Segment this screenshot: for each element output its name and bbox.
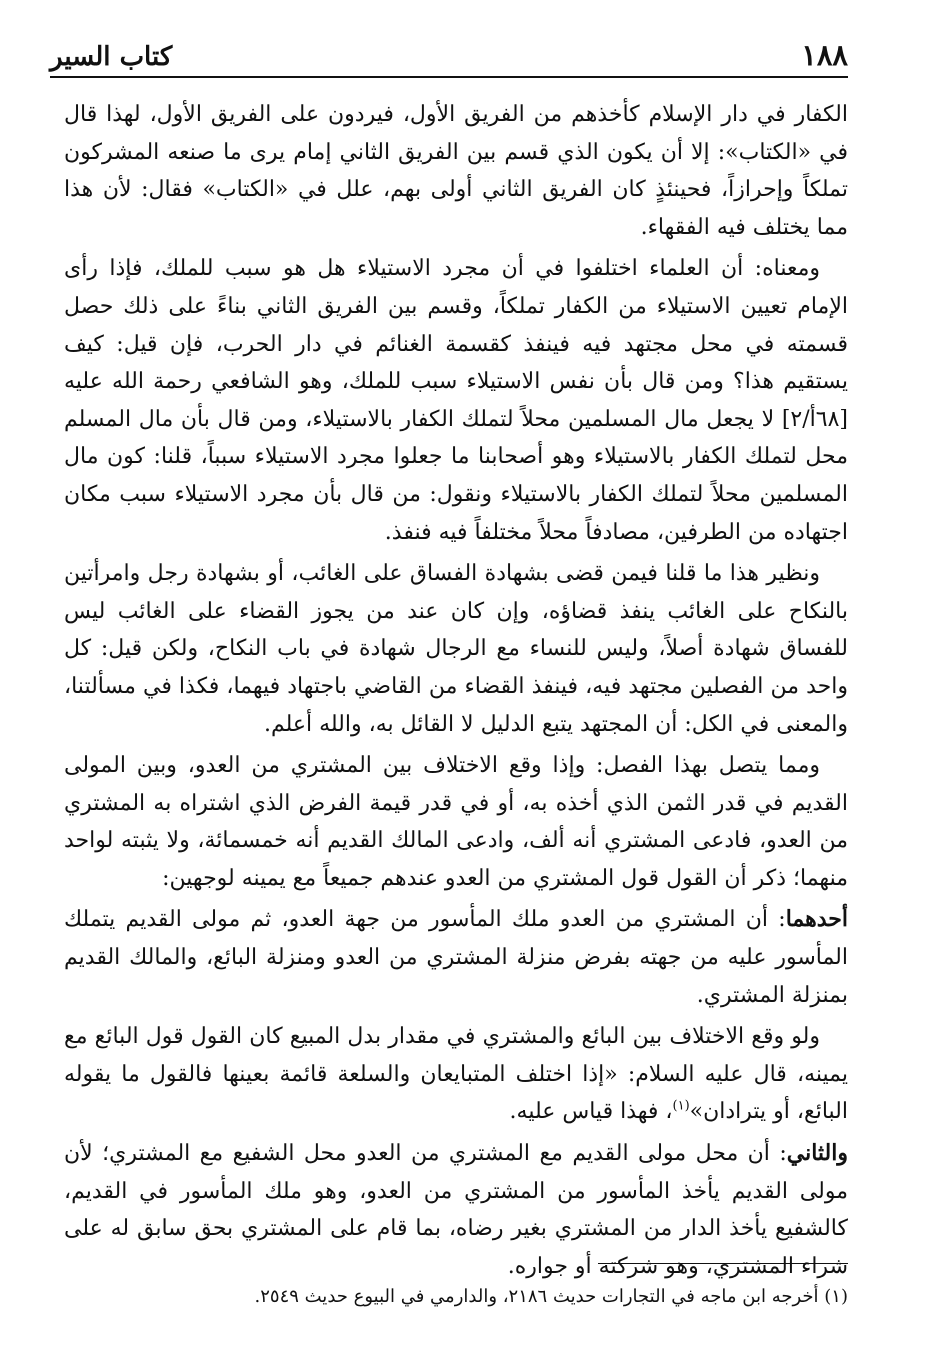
paragraph-text: : أن محل مولى القديم مع المشتري من العدو محل الشفيع مع المشتري؛ لأن مولى القديم يأخذ المأسور من المشتري من العدو، وهو ملك المأسور في القديم، كالشفيع يأخذ الدار من المشتري بغير رضاه، بما قام على المشتري بحق سابق له على شراء المشتري، وهو شركته أو جواره. (64, 1141, 848, 1279)
paragraph-text: الكفار في دار الإسلام كأخذهم من الفريق الأول، فيردون على الفريق الأول، لهذا قال في «الكتاب»: إلا أن يكون الذي قسم بين الفريق الثاني إمام يرى ما صنعه المشركون تملكاً وإحرازاً، فحينئذٍ كان الفريق الثاني أولى بهم، علل في «الكتاب» فقال: لأن هذا مما يختلف فيه الفقهاء. (64, 102, 848, 240)
footnote-marker: (١) (824, 1286, 848, 1307)
paragraph-text: ومعناه: أن العلماء اختلفوا في أن مجرد الاستيلاء هل هو سبب للملك، فإذا رأى الإمام تعيين الاستيلاء من الكفار تملكاً، وقسم بين الفريق الثاني بناءً على ذلك حصل قسمته في محل مجتهد فيه فينفذ كقسمة الغنائم في دار الحرب، فإن قيل: كيف يستقيم هذا؟ ومن قال بأن نفس الاستيلاء سبب للملك، وهو الشافعي رحمة الله عليه [٦٨أ/٢] لا يجعل مال المسلمين محلاً لتملك الكفار بالاستيلاء، ومن قال بأن مال المسلم محل لتملك الكفار بالاستيلاء وهو أصحابنا ما جعلوا مجرد الاستيلاء سبباً، قلنا: كون مال المسلمين محلاً لتملك الكفار بالاستيلاء ونقول: من قال بأن مجرد الاستيلاء سبب مكان اجتهاده من الطرفين، مصادفاً محلاً مختلفاً فيه فنفذ. (64, 256, 848, 545)
paragraph (64, 747, 848, 897)
page-header (50, 32, 848, 78)
footnote-divider (598, 1263, 848, 1264)
main-text (64, 96, 848, 1289)
footnote-text: أخرجه ابن ماجه في التجارات حديث ٢١٨٦، والدارمي في البيوع حديث ٢٥٤٩. (254, 1286, 819, 1307)
paragraph-text-tail: ، فهذا قياس عليه. (509, 1099, 673, 1125)
paragraph-lead-word: أحدهما (785, 906, 848, 933)
paragraph (64, 901, 848, 1014)
paragraph (64, 1018, 848, 1131)
paragraph (64, 250, 848, 551)
page-number: ١٨٨ (801, 38, 848, 72)
paragraph-text: ومما يتصل بهذا الفصل: وإذا وقع الاختلاف بين المشتري من العدو، وبين المولى القديم في قدر الثمن الذي أخذه به، أو في قدر قيمة الفرض الذي اشتراه به المشتري من العدو، فادعى المشتري أنه ألف، وادعى المالك القديم أنه خمسمائة، ولا يثبته لواحد منهما؛ ذكر أن القول قول المشتري من العدو عندهم جميعاً مع يمينه لوجهين: (64, 753, 848, 891)
paragraph (64, 555, 848, 743)
footnote-reference[interactable]: (١) (672, 1099, 690, 1115)
paragraph (64, 96, 848, 246)
paragraph-text: : أن المشتري من العدو ملك المأسور من جهة العدو، ثم مولى القديم يتملك المأسور عليه من جهته بفرض منزلة المشتري من العدو ومنزلة البائع، والمالك القديم بمنزلة المشتري. (64, 907, 848, 1008)
paragraph-text: ولو وقع الاختلاف بين البائع والمشتري في مقدار بدل المبيع كان القول قول البائع مع يمينه، قال عليه السلام: «إذا اختلف المتبايعان والسلعة قائمة بعينها فالقول ما يقوله البائع، أو يترادان» (64, 1024, 848, 1125)
footnote (64, 1284, 848, 1310)
running-title: كتاب السير (50, 42, 173, 72)
paragraph-lead-word: والثاني (786, 1140, 848, 1167)
paragraph-text: ونظير هذا ما قلنا فيمن قضى بشهادة الفساق على الغائب، أو بشهادة رجل وامرأتين بالنكاح على الغائب ينفذ قضاؤه، وإن كان عند من يجوز القضاء على الغائب ليس للفساق شهادة أصلاً، وليس للنساء مع الرجال شهادة في باب النكاح، ولكن قيل: كل واحد من الفصلين مجتهد فيه، فينفذ القضاء من القاضي باجتهاد فيهما، فكذا في مسألتنا، والمعنى في الكل: أن المجتهد يتبع الدليل لا القائل به، والله أعلم. (64, 561, 849, 737)
